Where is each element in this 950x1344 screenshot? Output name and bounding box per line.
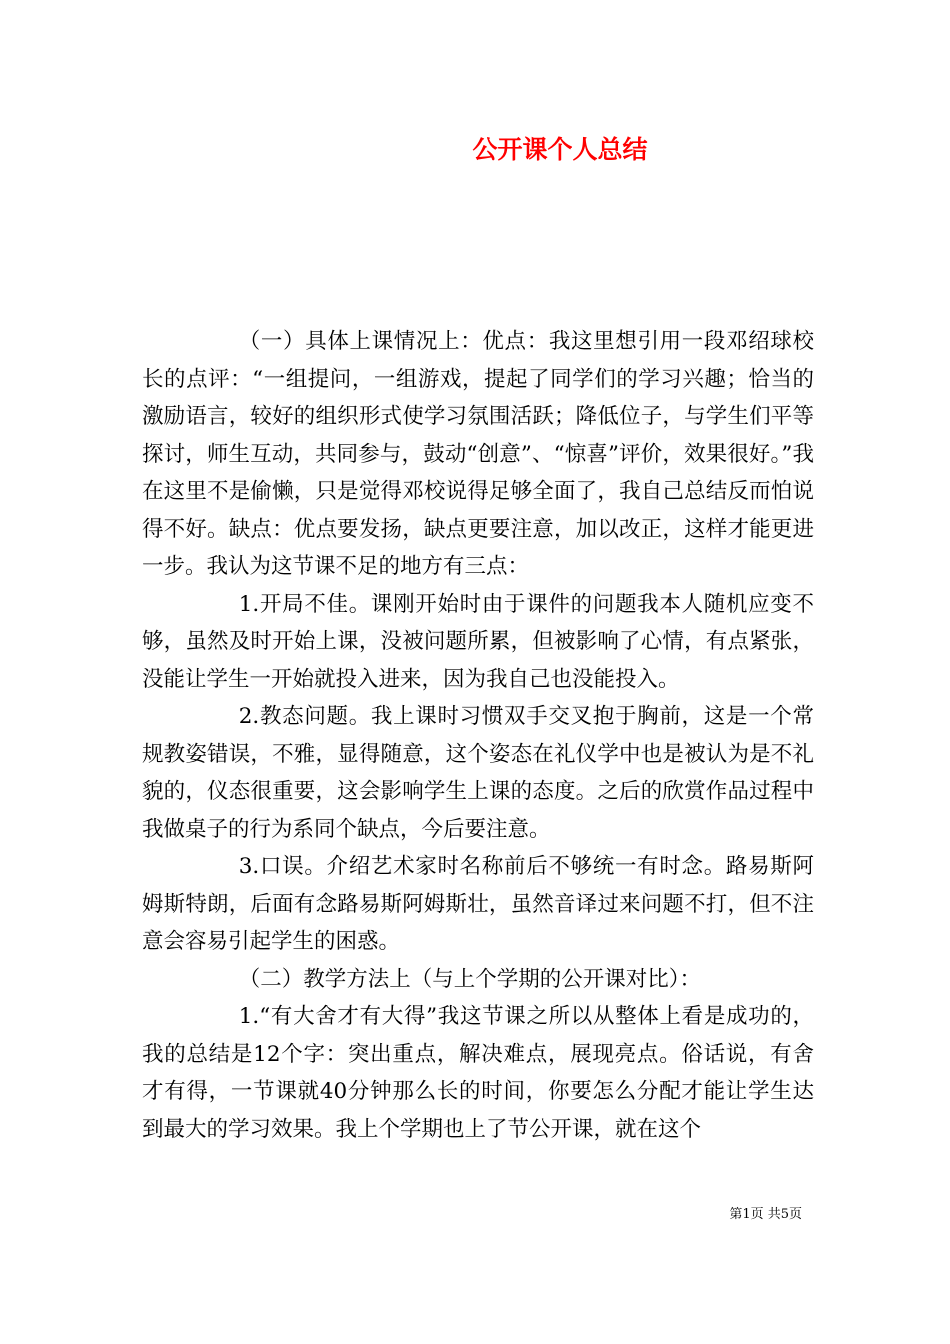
- paragraph-1: （一）具体上课情况上：优点：我这里想引用一段邓绍球校长的点评：“一组提问，一组游戏，提起了同学们的学习兴趣；恰当的激励语言，较好的组织形式使学习氛围活跃；降低位子，与学生们平等探讨，师生互动，共同参与，鼓动“创意”、“惊喜”评价，效果很好。”我在这里不是偷懒，只是觉得邓校说得足够全面了，我自己总结反而怕说得不好。缺点：优点要发扬，缺点更要注意，加以改正，这样才能更进一步。我认为这节课不足的地方有三点：: [142, 329, 814, 579]
- paragraph-3: 2.教态问题。我上课时习惯双手交叉抱于胸前，这是一个常规教姿错误，不雅，显得随意，这个姿态在礼仪学中也是被认为是不礼貌的，仪态很重要，这会影响学生上课的态度。之后的欣赏作品过程中我做桌子的行为系同个缺点，今后要注意。: [142, 704, 814, 842]
- page-number-footer: 第1页 共5页: [729, 1207, 802, 1222]
- paragraph-5: （二）教学方法上（与上个学期的公开课对比）：: [238, 966, 702, 992]
- paragraph-6: 1.“有大舍才有大得”我这节课之所以从整体上看是成功的，我的总结是12个字：突出重点，解决难点，展现亮点。俗话说，有舍才有得，一节课就40分钟那么长的时间，你要怎么分配才能让学生达到最大的学习效果。我上个学期也上了节公开课，就在这个: [142, 1004, 814, 1142]
- paragraph-4: 3.口误。介绍艺术家时名称前后不够统一有时念。路易斯阿姆斯特朗，后面有念路易斯阿姆斯壮，虽然音译过来问题不打，但不注意会容易引起学生的困惑。: [142, 854, 814, 954]
- document-body: [142, 323, 814, 1148]
- paragraph-2: 1.开局不佳。课刚开始时由于课件的问题我本人随机应变不够，虽然及时开始上课，没被问题所累，但被影响了心情，有点紧张，没能让学生一开始就投入进来，因为我自己也没能投入。: [142, 591, 814, 692]
- document-title: 公开课个人总结: [472, 135, 648, 164]
